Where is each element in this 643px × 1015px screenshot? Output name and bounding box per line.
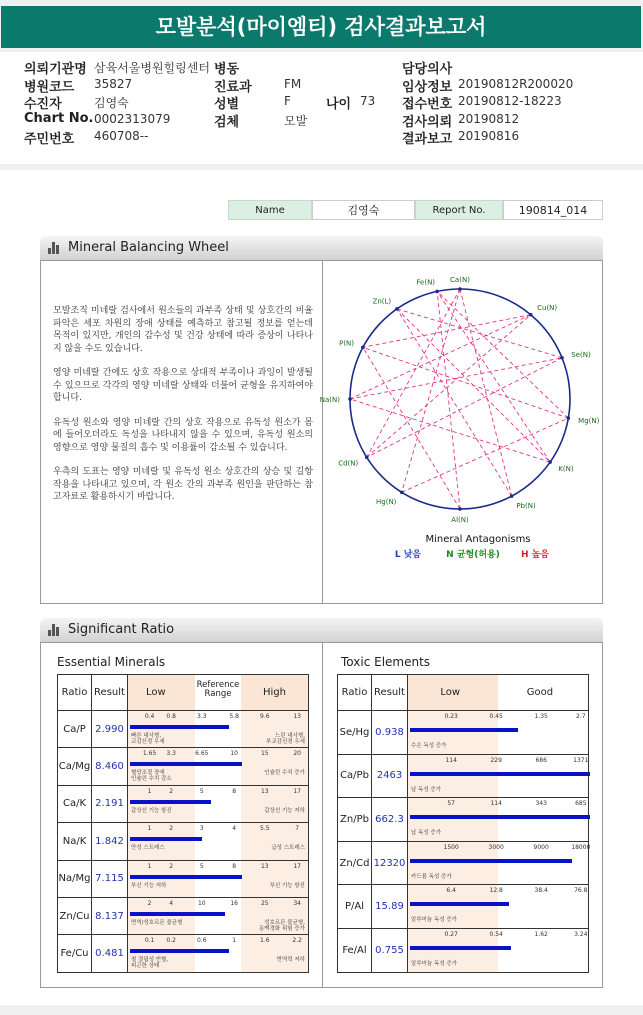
reference-header: Reference Range	[196, 680, 240, 699]
tick-row	[408, 713, 588, 723]
toxic-elements-table	[337, 674, 589, 973]
low-note: 수은 독성 증가	[411, 743, 447, 749]
tick-label: 20	[293, 750, 302, 758]
wheel-node-dot	[361, 346, 365, 350]
info-label: 접수번호	[402, 97, 453, 112]
wheel-caption: Mineral Antagonisms	[425, 534, 531, 545]
intro-paragraph: 영양 미네랄 간에도 상호 작용으로 상대적 부족이나 과잉이 발생될 수 있으므로 각각의 영양 미네랄 상태와 더불어 균형을 유지하여야 합니다.	[53, 368, 313, 403]
ratio-graph	[128, 897, 309, 934]
table-row	[338, 885, 589, 929]
low-note: 혈당조절 장애 인슐린 수치 감소	[131, 770, 172, 783]
wheel-section-title: Mineral Balancing Wheel	[68, 240, 229, 255]
name-label: Name	[228, 200, 312, 220]
tick-label: 0.45	[489, 713, 503, 720]
wheel-node-dot	[458, 507, 462, 511]
result-bar	[410, 859, 572, 863]
tick-label: 343	[535, 800, 547, 808]
low-note: 알루미늄 독성 증가	[411, 960, 458, 967]
tick-label: 0.8	[166, 713, 176, 720]
info-label: 임상정보	[402, 79, 453, 95]
tick-row	[408, 887, 588, 897]
ratio-result: 662.3	[372, 798, 408, 842]
wheel-node-dot	[435, 290, 439, 294]
wheel-node-dot	[400, 490, 404, 494]
wheel-node-label: Zn(L)	[372, 297, 392, 306]
tick-label: 0.23	[444, 713, 458, 720]
ratio-label: Fe/Cu	[58, 935, 92, 972]
range-header	[128, 675, 309, 711]
toxic-elements-title: Toxic Elements	[341, 655, 431, 669]
essential-minerals-title: Essential Minerals	[57, 655, 166, 669]
ratio-graph	[128, 711, 309, 748]
ratio-label: Zn/Cu	[58, 897, 92, 934]
tick-label: 0.27	[444, 930, 458, 938]
info-label: Chart No.	[24, 110, 94, 126]
ratio-label: Ca/Pb	[338, 754, 372, 798]
result-bar	[130, 725, 229, 729]
low-header: Low	[440, 687, 461, 698]
tick-label: 76.8	[574, 887, 588, 895]
tick-label: 1500	[443, 843, 459, 851]
antagonism-line	[367, 315, 531, 458]
wheel-node-label: Hg(N)	[376, 497, 397, 506]
tick-label: 1.6	[260, 937, 270, 945]
antagonism-line	[350, 399, 550, 462]
tick-label: 7	[295, 825, 300, 833]
tick-label: 57	[447, 800, 456, 808]
wheel-node-label: Mg(N)	[578, 416, 600, 425]
info-value: 35827	[94, 76, 133, 91]
tick-label: 686	[535, 756, 547, 764]
tick-label: 2.2	[292, 937, 302, 945]
info-label: 진료과	[214, 79, 252, 95]
wheel-node-label: Na(N)	[319, 396, 340, 404]
antagonism-line	[397, 309, 512, 496]
ratio-graph	[128, 785, 309, 822]
tick-label: 13	[293, 713, 302, 720]
table-row	[338, 841, 589, 885]
ratio-result: 2463	[372, 754, 408, 798]
report-title: 모발분석(마이엠티) 검사결과보고서	[1, 6, 641, 48]
ratio-graph	[408, 841, 589, 885]
tick-label: 3.3	[166, 750, 176, 758]
high-note: 느린 대사형, 부교감신경 우세	[266, 733, 305, 745]
wheel-node-label: K(N)	[558, 464, 574, 473]
result-bar	[130, 875, 242, 879]
table-row	[338, 928, 589, 972]
tick-label: 0.54	[489, 930, 503, 938]
intro-paragraph: 유독성 원소와 영양 미네랄 간의 상호 작용으로 유독성 원소가 몸에 들어오더라도 독성을 나타내지 않을 수 있으며, 유독성 원소의 영향으로 영양 물질의 흡수 및 이용률이 감소될 수 있습니다.	[53, 417, 313, 453]
tick-row	[128, 863, 308, 873]
legend-low: L 낮음	[394, 550, 422, 560]
tick-label: 114	[490, 800, 502, 808]
wheel-node-label: Pb(N)	[516, 501, 536, 510]
ratio-label: Na/Mg	[58, 860, 92, 897]
info-label: 주민번호	[24, 132, 75, 147]
tick-label: 5	[199, 787, 204, 795]
wheel-node-dot	[348, 397, 352, 401]
ratio-label: Se/Hg	[338, 711, 372, 755]
low-note: 납 독성 증가	[411, 786, 442, 793]
wheel-node-label: P(N)	[339, 339, 355, 348]
tick-label: 3.24	[574, 930, 588, 938]
wheel-node-dot	[510, 494, 514, 498]
tick-label: 8	[232, 862, 237, 870]
result-bar	[410, 728, 518, 732]
ratio-graph	[408, 711, 589, 755]
table-row	[58, 711, 309, 748]
good-header: Good	[526, 687, 554, 698]
tick-label: 0.4	[144, 713, 155, 720]
tick-label: 2	[169, 862, 174, 870]
ratio-header: Ratio	[58, 675, 92, 711]
tick-row	[128, 825, 308, 835]
ratio-graph	[408, 798, 589, 842]
wheel-node-label: Fe(N)	[416, 278, 436, 287]
ratio-graph	[408, 928, 589, 972]
result-bar	[130, 762, 242, 766]
info-label: 병동	[214, 62, 240, 77]
ratio-result: 8.460	[92, 748, 128, 785]
mineral-antagonism-wheel	[319, 261, 603, 603]
high-note: 면역력 저하	[276, 957, 305, 964]
tick-label: 114	[445, 756, 457, 764]
tick-row	[128, 713, 308, 723]
tick-row	[128, 750, 308, 760]
high-header: High	[263, 687, 286, 698]
result-bar	[130, 800, 211, 804]
info-label: 검체	[214, 114, 240, 130]
result-header: Result	[92, 675, 128, 711]
wheel-node-dot	[365, 455, 369, 459]
name-value: 김영숙	[312, 200, 415, 220]
ratio-panel	[40, 642, 603, 988]
table-row	[58, 860, 309, 897]
high-note: 부신 기능 항진	[269, 882, 305, 889]
info-value: 73	[360, 94, 376, 108]
high-note: 인슐린 수치 증가	[264, 770, 305, 777]
info-value: 김영숙	[94, 96, 129, 110]
tick-row	[128, 788, 308, 798]
low-note: 만성 스트레스	[131, 845, 165, 852]
tick-label: 1	[232, 937, 237, 945]
low-note: 갑상선 기능 항진	[131, 807, 172, 814]
ratio-result: 0.938	[372, 711, 408, 755]
ratio-section-title: Significant Ratio	[68, 622, 175, 637]
wheel-node-label: Se(N)	[571, 351, 591, 360]
report-no-label: Report No.	[415, 200, 503, 220]
info-value: 0002313079	[94, 111, 171, 126]
low-note: 납 독성 증가	[411, 830, 442, 837]
result-bar	[410, 815, 590, 819]
tick-label: 18000	[571, 843, 591, 851]
tick-row	[408, 757, 588, 767]
high-note: 급성 스트레스	[271, 845, 305, 852]
info-value: 삼육서울병원힐링센터	[94, 61, 210, 75]
tick-label: 6.4	[446, 887, 456, 895]
tick-label: 685	[575, 800, 587, 808]
tick-label: 9.6	[260, 713, 270, 720]
ratio-graph	[408, 754, 589, 798]
tick-label: 0.1	[144, 937, 155, 945]
range-header	[408, 675, 589, 711]
ratio-graph	[408, 885, 589, 929]
low-note: 철 결핍성 빈혈, 피곤한 상태	[131, 957, 169, 970]
info-value: F	[284, 94, 291, 108]
tick-label: 1371	[573, 756, 589, 764]
tick-label: 0.6	[197, 937, 207, 945]
result-bar	[130, 949, 229, 953]
high-note: 갑상선 기능 저하	[264, 807, 305, 814]
ratio-result: 8.137	[92, 897, 128, 934]
table-row	[338, 754, 589, 798]
tick-label: 4	[232, 825, 237, 833]
ratio-label: Zn/Pb	[338, 798, 372, 842]
wheel-intro-text	[53, 305, 313, 516]
tick-label: 3	[199, 825, 204, 833]
tick-row	[408, 800, 588, 810]
tick-label: 4	[169, 899, 174, 907]
info-label: 결과보고	[402, 132, 453, 147]
low-note: 부신 기능 저하	[131, 882, 167, 889]
ratio-result: 12320	[372, 841, 408, 885]
tick-label: 17	[293, 862, 302, 870]
ratio-graph	[128, 860, 309, 897]
tick-label: 1	[147, 787, 152, 795]
bar-chart-icon	[48, 624, 62, 636]
ratio-graph	[128, 748, 309, 785]
report-no-value: 190814_014	[503, 200, 603, 220]
tick-label: 17	[293, 787, 302, 795]
info-value: 20190812R200020	[458, 76, 574, 91]
info-label: 병원코드	[24, 79, 75, 95]
tick-label: 10	[230, 750, 239, 758]
tick-label: 229	[490, 756, 502, 764]
ratio-result: 1.842	[92, 823, 128, 860]
tick-label: 2	[169, 825, 174, 833]
ratio-label: Ca/K	[58, 785, 92, 822]
tick-label: 1	[147, 825, 152, 833]
result-bar	[410, 772, 590, 776]
table-row	[58, 785, 309, 822]
antagonism-line	[363, 315, 531, 348]
ratio-label: Na/K	[58, 823, 92, 860]
ratio-label: Fe/Al	[338, 928, 372, 972]
ratio-result: 2.990	[92, 711, 128, 748]
intro-paragraph: 모발조직 미네랄 검사에서 원소들의 과부족 상태 및 상호간의 비율 파악은 세포 차원의 장애 상태를 예측하고 참고될 정보를 얻는데 목적이 있지만, 개인의 감수성 및 건강 상태에 따라 증상이 나타나지 않을 수도 있습니다.	[53, 306, 313, 354]
info-value: 20190812	[458, 111, 520, 126]
tick-label: 15	[260, 750, 269, 758]
tick-label: 16	[230, 899, 239, 907]
tick-row	[408, 843, 591, 854]
info-value: FM	[284, 76, 302, 91]
result-bar	[130, 912, 225, 916]
tick-label: 5.5	[260, 825, 270, 833]
ratio-label: Ca/Mg	[58, 748, 92, 785]
low-note: 알루미늄 독성 증가	[411, 917, 458, 924]
tick-label: 3000	[488, 843, 504, 851]
ratio-result: 0.755	[372, 928, 408, 972]
tick-label: 0.2	[166, 937, 176, 945]
legend-high: H 높음	[520, 550, 550, 560]
tick-label: 5	[199, 862, 204, 870]
result-bar	[130, 837, 202, 841]
ratio-label: Zn/Cd	[338, 841, 372, 885]
tick-label: 1.65	[142, 750, 157, 758]
wheel-node-dot	[395, 307, 399, 311]
table-row	[58, 935, 309, 972]
info-label: 담당의사	[402, 62, 453, 77]
wheel-node-label: Ca(N)	[450, 276, 470, 284]
patient-info-panel	[0, 52, 643, 164]
tick-label: 2	[169, 787, 174, 795]
result-header: Result	[372, 675, 408, 711]
tick-label: 6.65	[195, 750, 209, 758]
antagonism-line	[397, 309, 562, 358]
high-note: 성호르몬 불균형, 동맥경화 위험 증가	[258, 919, 305, 932]
wheel-node-dot	[567, 416, 571, 420]
low-note: 빠른 대사형, 교감신경 우세	[131, 733, 165, 745]
table-row	[338, 711, 589, 755]
info-value: 20190816	[458, 129, 520, 143]
tick-label: 12.8	[489, 887, 503, 895]
legend-normal: N 균형(허용)	[446, 550, 500, 560]
tick-label: 38.4	[534, 887, 548, 895]
low-note: 카드뮴 독성 증가	[411, 873, 452, 880]
antagonism-line	[402, 289, 460, 492]
low-note: 면역/성호르몬 불균형	[131, 919, 183, 926]
wheel-circle	[350, 289, 570, 509]
wheel-section-header	[40, 236, 603, 260]
essential-minerals-table	[57, 674, 309, 973]
tick-row	[128, 900, 308, 910]
wheel-node-label: Al(N)	[451, 516, 469, 524]
tick-label: 1.62	[534, 930, 548, 938]
ratio-result: 15.89	[372, 885, 408, 929]
wheel-panel	[40, 260, 603, 604]
info-value: 460708--	[94, 129, 149, 143]
info-label: 성별	[214, 97, 240, 112]
table-row	[58, 823, 309, 860]
tick-label: 5.8	[229, 713, 239, 720]
tick-label: 13	[260, 787, 269, 795]
bar-chart-icon	[48, 242, 62, 254]
tick-label: 1	[147, 862, 152, 870]
low-header: Low	[146, 687, 166, 698]
tick-label: 2.7	[576, 713, 586, 720]
ratio-result: 0.481	[92, 935, 128, 972]
ratio-result: 7.115	[92, 860, 128, 897]
tick-row	[128, 937, 308, 947]
tick-label: 9000	[533, 843, 549, 851]
intro-paragraph: 우측의 도표는 영양 미네랄 및 유독성 원소 상호간의 상승 및 길항 작용을 나타내고 있으며, 각 원소 간의 과부족 원인을 판단하는 참고자료로 활용하시기 바랍니다.	[53, 467, 313, 502]
tick-label: 34	[293, 899, 302, 907]
table-row	[58, 897, 309, 934]
tick-label: 1.35	[534, 713, 548, 720]
wheel-node-label: Cu(N)	[537, 304, 558, 313]
tick-label: 8	[232, 787, 237, 795]
info-label: 나이	[326, 97, 352, 112]
tick-label: 2	[147, 899, 152, 907]
ratio-label: Ca/P	[58, 711, 92, 748]
ratio-graph	[128, 935, 309, 972]
info-label: 검사의뢰	[402, 114, 453, 130]
tick-label: 25	[260, 899, 269, 907]
info-value: 20190812-18223	[458, 94, 562, 108]
wheel-node-dot	[529, 313, 533, 317]
info-label: 수진자	[24, 97, 62, 112]
antagonism-line	[460, 289, 512, 496]
wheel-node-dot	[458, 287, 462, 291]
ratio-graph	[128, 823, 309, 860]
antagonism-line	[350, 358, 562, 399]
wheel-node-dot	[548, 460, 552, 464]
tick-label: 13	[260, 862, 269, 870]
tick-row	[408, 931, 588, 941]
result-bar	[410, 902, 509, 906]
table-row	[58, 748, 309, 785]
ratio-section-header	[40, 618, 603, 642]
wheel-node-dot	[560, 356, 564, 360]
ratio-label: P/Al	[338, 885, 372, 929]
wheel-node-label: Cd(N)	[338, 459, 359, 468]
ratio-header: Ratio	[338, 675, 372, 711]
table-row	[338, 798, 589, 842]
info-label: 의뢰기관명	[24, 62, 87, 77]
panel-divider	[322, 643, 323, 987]
antagonism-line	[363, 347, 460, 509]
ratio-result: 2.191	[92, 785, 128, 822]
info-value: 모발	[284, 113, 308, 128]
tick-label: 3.3	[197, 713, 207, 720]
antagonism-line	[363, 347, 568, 418]
tick-label: 10	[197, 899, 206, 907]
result-bar	[410, 946, 511, 950]
